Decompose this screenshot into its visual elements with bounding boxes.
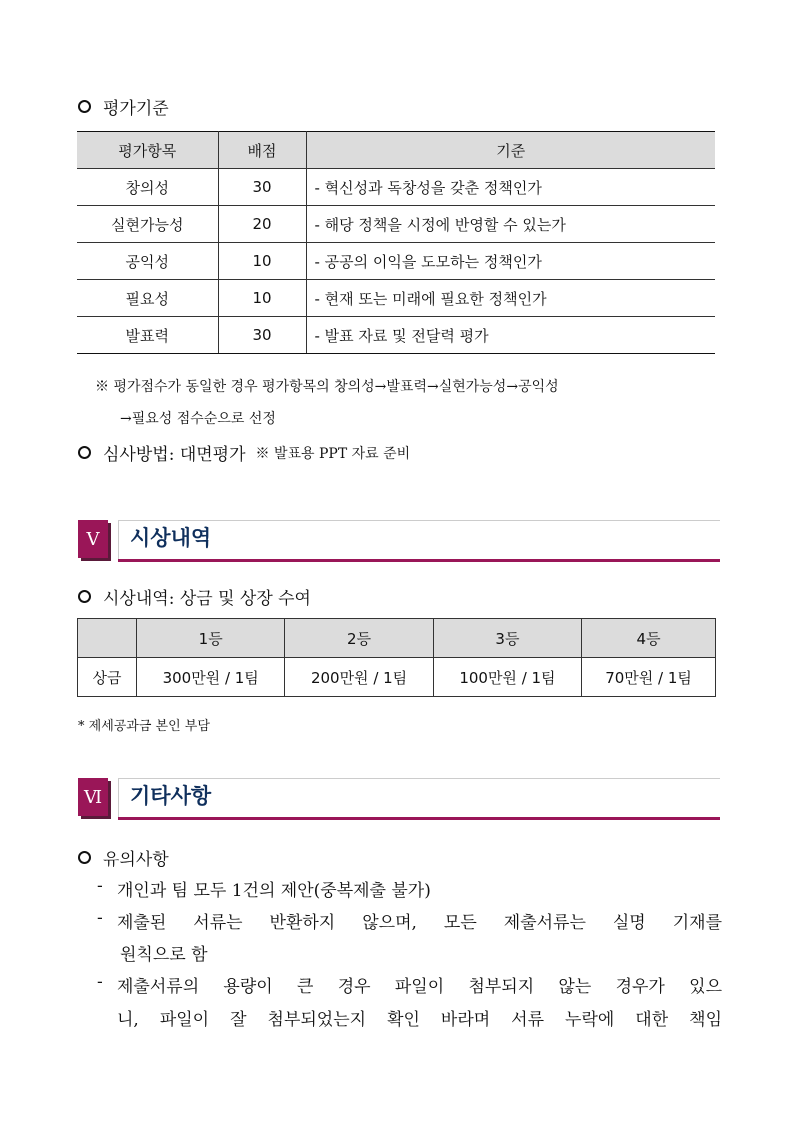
table-row — [78, 658, 716, 697]
section-title: 기타사항 — [130, 784, 212, 808]
circle-bullet-icon — [78, 851, 91, 864]
circle-bullet-icon — [78, 446, 91, 459]
section-title: 시상내역 — [130, 526, 212, 550]
table-header-row — [77, 132, 715, 169]
list-item: - 제출서류의 용량이 큰 경우 파일이 첨부되지 않는 경우가 있으 — [97, 972, 722, 997]
list-item: - 개인과 팀 모두 1건의 제안(중복제출 불가) — [97, 876, 431, 901]
divider — [118, 520, 119, 560]
prize-cell: 100만원 / 1팀 — [433, 658, 581, 697]
review-note: ※ 발표용 PPT 자료 준비 — [255, 445, 411, 462]
table-row — [77, 317, 715, 354]
cell-criteria: - 공공의 이익을 도모하는 정책인가 — [306, 243, 715, 280]
header-criteria: 기준 — [306, 132, 715, 169]
prize-table — [77, 618, 716, 697]
cell-score: 20 — [218, 206, 306, 243]
section-6-heading — [78, 778, 720, 822]
cell-item: 창의성 — [77, 169, 218, 206]
cell-criteria: - 혁신성과 독창성을 갖춘 정책인가 — [306, 169, 715, 206]
header-score: 배점 — [218, 132, 306, 169]
header-rank: 4등 — [582, 619, 716, 658]
prize-bullet: 시상내역: 상금 및 상장 수여 — [78, 584, 311, 609]
cell-criteria: - 현재 또는 미래에 필요한 정책인가 — [306, 280, 715, 317]
tie-note-line1: ※ 평가점수가 동일한 경우 평가항목의 창의성→발표력→실현가능성→공익성 — [95, 379, 559, 395]
dash-marker: - — [97, 972, 103, 992]
circle-bullet-icon — [78, 100, 91, 113]
list-item-continuation: 원칙으로 함 — [120, 945, 208, 965]
list-item: - 제출된 서류는 반환하지 않으며, 모든 제출서류는 실명 기재를 — [97, 908, 722, 933]
header-empty — [78, 619, 137, 658]
section-5-heading — [78, 520, 720, 564]
cell-item: 공익성 — [77, 243, 218, 280]
section-number-badge: Ⅴ — [78, 520, 108, 558]
cell-criteria: - 해당 정책을 시정에 반영할 수 있는가 — [306, 206, 715, 243]
table-row — [77, 280, 715, 317]
header-rank: 3등 — [433, 619, 581, 658]
dash-marker: - — [97, 876, 103, 896]
eval-heading: 평가기준 — [78, 94, 169, 119]
cell-score: 10 — [218, 243, 306, 280]
table-header-row — [78, 619, 716, 658]
prize-cell: 200만원 / 1팀 — [285, 658, 433, 697]
section-number-badge: Ⅵ — [78, 778, 108, 816]
cell-item: 필요성 — [77, 280, 218, 317]
cell-score: 10 — [218, 280, 306, 317]
header-item: 평가항목 — [77, 132, 218, 169]
table-row — [77, 206, 715, 243]
header-rank: 1등 — [137, 619, 285, 658]
tie-note-line2: →필요성 점수순으로 선정 — [120, 411, 276, 427]
cell-score: 30 — [218, 169, 306, 206]
circle-bullet-icon — [78, 590, 91, 603]
eval-table — [77, 131, 715, 354]
cell-criteria: - 발표 자료 및 전달력 평가 — [306, 317, 715, 354]
divider — [118, 778, 119, 818]
cell-score: 30 — [218, 317, 306, 354]
tax-footnote: * 제세공과금 본인 부담 — [78, 719, 210, 734]
divider — [118, 520, 720, 521]
prize-cell: 70만원 / 1팀 — [582, 658, 716, 697]
section-underline — [118, 559, 720, 562]
row-label: 상금 — [78, 658, 137, 697]
notes-bullet: 유의사항 — [78, 845, 169, 870]
divider — [118, 778, 720, 779]
prize-cell: 300만원 / 1팀 — [137, 658, 285, 697]
section-underline — [118, 817, 720, 820]
dash-marker: - — [97, 908, 103, 928]
header-rank: 2등 — [285, 619, 433, 658]
review-method: 심사방법: 대면평가 ※ 발표용 PPT 자료 준비 — [78, 440, 410, 465]
cell-item: 발표력 — [77, 317, 218, 354]
table-row — [77, 169, 715, 206]
table-row — [77, 243, 715, 280]
cell-item: 실현가능성 — [77, 206, 218, 243]
